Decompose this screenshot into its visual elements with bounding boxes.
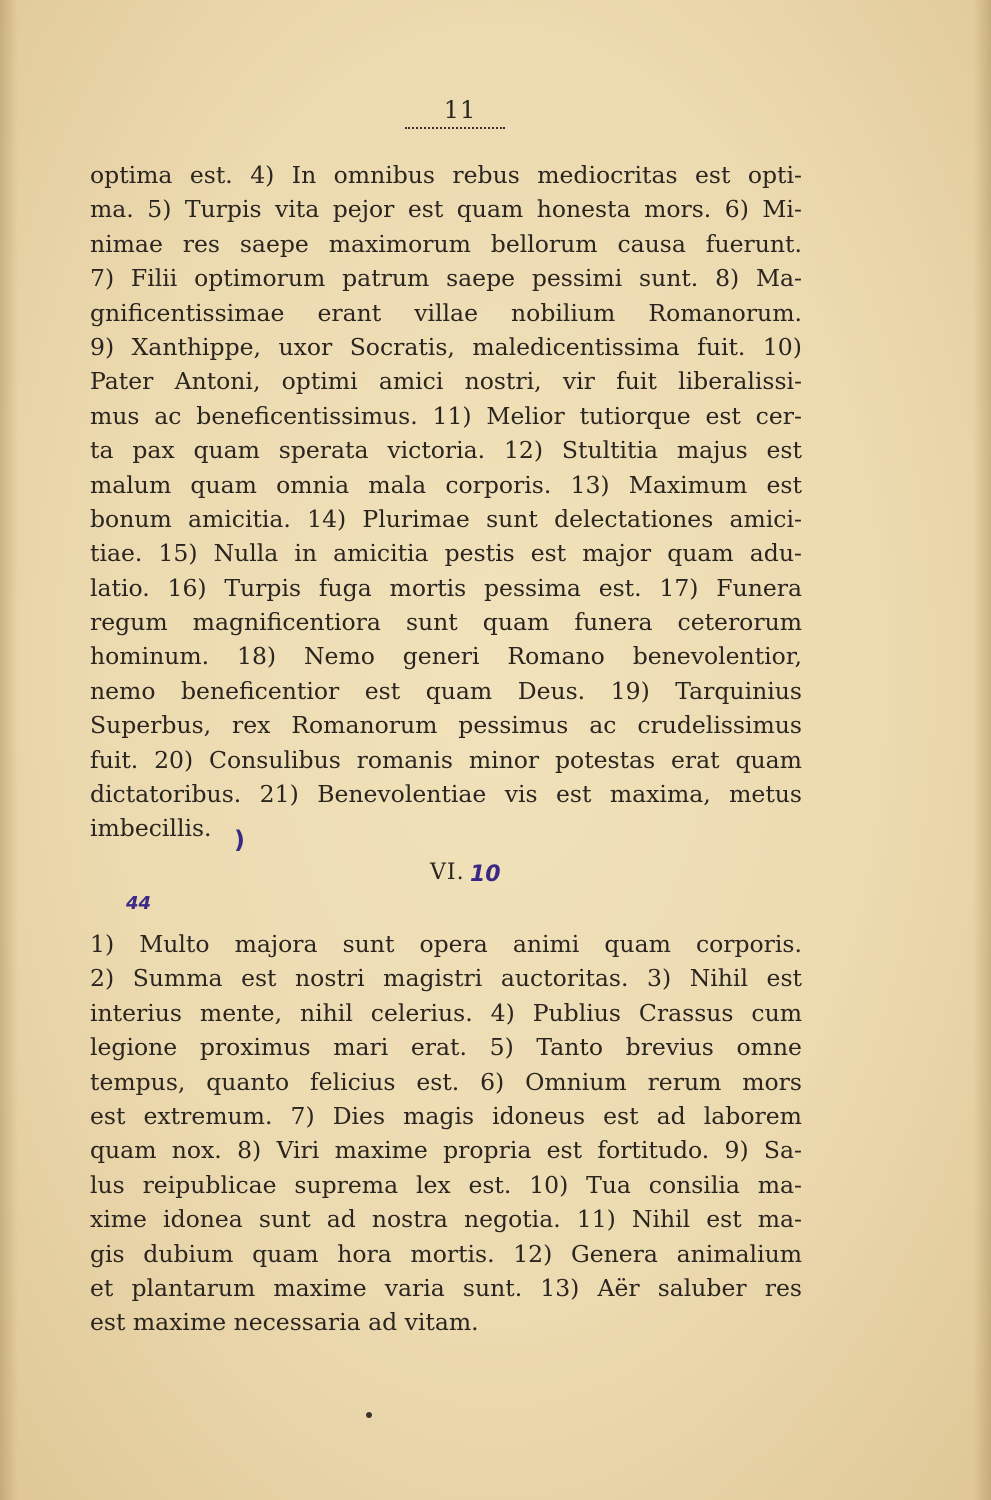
word: res [182, 229, 220, 258]
section-heading: VI. [430, 860, 465, 885]
word: negotia. [464, 1205, 561, 1234]
word: 11) [576, 1205, 616, 1234]
word: causa [617, 229, 686, 258]
text-line [90, 605, 802, 639]
word: sunt [258, 1205, 311, 1234]
word: Benevolentiae [317, 780, 487, 809]
word: maximorum [328, 229, 471, 258]
word: generi [402, 642, 480, 671]
word: magnificentiora [192, 608, 381, 637]
word: Plurimae [362, 504, 470, 533]
word: Omnium [525, 1067, 627, 1096]
word: tiae. [90, 539, 143, 568]
text-line [90, 296, 802, 330]
word: est. [468, 1170, 512, 1199]
word: fuit [616, 367, 657, 396]
word: nox. [171, 1136, 222, 1165]
text-line [90, 536, 802, 570]
text-line [90, 1237, 802, 1271]
word: est. [189, 161, 233, 189]
word: Superbus, [90, 711, 212, 740]
word: adu- [749, 539, 802, 568]
word: ac [589, 711, 617, 740]
word: mari [333, 1033, 389, 1062]
word: est [407, 195, 444, 224]
word: Turpis [184, 195, 262, 224]
word: maledicentissima [472, 332, 680, 361]
text-line [90, 927, 802, 961]
word: magistri [383, 964, 483, 993]
page-number-rule [405, 127, 505, 129]
text-line [90, 1133, 802, 1167]
word: corporis. [695, 930, 802, 958]
text-line [90, 674, 802, 708]
text-line [90, 961, 802, 995]
text-line [90, 1030, 802, 1064]
word: Crassus [638, 998, 734, 1027]
word: Publius [532, 998, 621, 1027]
word: opera [419, 930, 488, 958]
word: 4) [250, 161, 275, 189]
word: benevolentior, [632, 642, 802, 671]
word: quam [735, 745, 802, 774]
word: lex [415, 1170, 451, 1199]
handwritten-margin-mark: 44 [126, 893, 152, 914]
word: patrum [342, 264, 430, 293]
word: 7) [90, 264, 115, 293]
word: pessimus [458, 711, 569, 740]
word: mors [742, 1067, 802, 1096]
word: vis [504, 780, 538, 809]
word: hominum. [90, 642, 210, 671]
word: proximus [199, 1033, 311, 1062]
word: est [766, 436, 802, 465]
word: Sa- [763, 1136, 802, 1165]
word: 5) [147, 195, 172, 224]
word: maxime [334, 1136, 428, 1165]
text-line [90, 1168, 802, 1202]
word: honesta [536, 195, 631, 224]
word: auctoritas. [500, 964, 629, 993]
section-v-text [90, 158, 802, 846]
word: plantarum [131, 1273, 256, 1302]
word: 11) [432, 401, 472, 430]
word: In [291, 161, 317, 189]
word: ad [656, 1101, 686, 1130]
word: est [766, 964, 802, 993]
word: ceterorum [677, 608, 802, 637]
word: rerum [647, 1067, 722, 1096]
word: mus [90, 401, 140, 430]
word: Filii [130, 264, 178, 293]
word: regum [90, 608, 168, 637]
word: Genera [570, 1239, 658, 1268]
word: 13) [540, 1273, 580, 1302]
section-vi-text [90, 927, 802, 1340]
word: 2) [90, 964, 115, 993]
handwritten-bracket-mark: ) [234, 826, 245, 854]
word: opti- [747, 161, 802, 189]
word: est [706, 1205, 742, 1234]
word: romanis [356, 745, 453, 774]
word: fuerunt. [705, 229, 802, 258]
word: lus [90, 1170, 125, 1199]
word: delectationes [554, 504, 714, 533]
word: brevius [625, 1033, 714, 1062]
page-edge-right [973, 0, 991, 1500]
word: 4) [490, 998, 515, 1027]
word: 8) [237, 1136, 262, 1165]
word: laborem [703, 1101, 802, 1130]
text-line [90, 399, 802, 433]
word: omnibus [333, 161, 435, 189]
word: Deus. [517, 676, 586, 705]
word: est [530, 539, 567, 568]
word: sunt [486, 504, 538, 533]
word: 12) [503, 436, 544, 465]
word: 19) [610, 676, 650, 705]
word: optimorum [194, 264, 326, 293]
word: idonea [163, 1205, 243, 1234]
word: Nihil [689, 964, 748, 993]
word: hora [337, 1239, 392, 1268]
word: Tanto [536, 1033, 603, 1062]
word: 17) [659, 573, 699, 602]
word: nostri, [464, 367, 542, 396]
word: erant [317, 298, 382, 327]
word: felicius [309, 1067, 396, 1096]
word: pessimi [531, 264, 623, 293]
word: quam [425, 676, 493, 705]
word: suprema [294, 1170, 399, 1199]
word: Summa [132, 964, 223, 993]
word: Multo [139, 930, 210, 958]
word: animi [512, 930, 580, 958]
word: nemo [90, 676, 156, 705]
word: saepe [446, 264, 516, 293]
word: gnificentissimae [90, 298, 285, 327]
word: beneficentissimus. [196, 401, 418, 430]
word: 15) [158, 539, 198, 568]
word: mors. [644, 195, 712, 224]
word: major [582, 539, 652, 568]
word: sunt [342, 930, 395, 958]
word: optima [90, 161, 173, 189]
word: legione [90, 1033, 178, 1062]
word: reipublicae [142, 1170, 277, 1199]
text-line: est maxime necessaria ad vitam. [90, 1308, 479, 1337]
word: est [241, 964, 277, 993]
word: quam [667, 539, 734, 568]
word: latio. [90, 573, 150, 602]
word: varia [384, 1273, 445, 1302]
word: funera [574, 608, 653, 637]
word: est. [416, 1067, 460, 1096]
word: extremum. [143, 1101, 273, 1130]
word: majora [234, 930, 318, 958]
word: amicitia. [187, 504, 291, 533]
word: quam [190, 470, 257, 499]
word: pestis [444, 539, 515, 568]
word: ac [154, 401, 182, 430]
word: xime [90, 1205, 147, 1234]
word: vita [275, 195, 320, 224]
word: mente, [199, 998, 283, 1027]
word: 9) [724, 1136, 749, 1165]
word: Nemo [303, 642, 375, 671]
word: 21) [259, 780, 299, 809]
word: corporis. [445, 470, 552, 499]
word: mediocritas [537, 161, 678, 189]
word: est [705, 401, 741, 430]
word: bonum [90, 504, 172, 533]
word: ma- [757, 1205, 802, 1234]
word: pejor [332, 195, 395, 224]
word: Tua [586, 1170, 631, 1199]
word: propria [443, 1136, 532, 1165]
word: ma- [757, 1170, 802, 1199]
text-line [90, 364, 802, 398]
word: Antoni, [174, 367, 261, 396]
word: quam [193, 436, 260, 465]
word: sunt. [639, 264, 699, 293]
word: villae [414, 298, 478, 327]
word: fuit. [697, 332, 746, 361]
word: est [90, 1101, 126, 1130]
word: omne [736, 1033, 802, 1062]
word: res [764, 1273, 802, 1302]
word: ad [326, 1205, 356, 1234]
text-line [90, 1202, 802, 1236]
word: est [556, 780, 592, 809]
word: 13) [570, 470, 610, 499]
text-line [90, 571, 802, 605]
word: ta [90, 436, 114, 465]
text-line [90, 158, 802, 192]
word: sunt. [462, 1273, 523, 1302]
word: magis [403, 1101, 475, 1130]
word: fuit. [90, 745, 139, 774]
word: uxor [278, 332, 333, 361]
word: mortis [389, 573, 467, 602]
word: Tarquinius [675, 676, 802, 705]
word: sunt [405, 608, 458, 637]
word: amici [378, 367, 444, 396]
word: victoria. [387, 436, 486, 465]
word: quam [252, 1239, 319, 1268]
word: rex [232, 711, 271, 740]
word: Maximum [628, 470, 748, 499]
word: et [90, 1273, 114, 1302]
word: 6) [724, 195, 749, 224]
word: Romano [507, 642, 605, 671]
word: 14) [307, 504, 347, 533]
word: animalium [676, 1239, 802, 1268]
word: Pater [90, 367, 154, 396]
text-line [90, 743, 802, 777]
word: optimi [281, 367, 358, 396]
text-line [90, 708, 802, 742]
word: tempus, [90, 1067, 186, 1096]
word: Nulla [213, 539, 279, 568]
text-line [90, 468, 802, 502]
word: 8) [715, 264, 740, 293]
text-line [90, 227, 802, 261]
word: 16) [167, 573, 207, 602]
word: nihil [300, 998, 353, 1027]
word: erat. [410, 1033, 467, 1062]
word: 18) [237, 642, 277, 671]
word: rebus [452, 161, 520, 189]
word: consilia [648, 1170, 740, 1199]
word: Romanorum [291, 711, 438, 740]
word: Stultitia [561, 436, 659, 465]
word: est [364, 676, 401, 705]
word: potestas [555, 745, 656, 774]
text-line [90, 777, 802, 811]
text-line [90, 330, 802, 364]
text-line [90, 1065, 802, 1099]
word: pessima [484, 573, 581, 602]
word: nobilium [511, 298, 616, 327]
word: 6) [480, 1067, 505, 1096]
word: saluber [657, 1273, 747, 1302]
text-line [90, 1271, 802, 1305]
word: interius [90, 998, 182, 1027]
word: in [294, 539, 318, 568]
word: 10) [762, 332, 802, 361]
word: pax [132, 436, 175, 465]
text-line [90, 996, 802, 1030]
word: est [695, 161, 731, 189]
word: cer- [755, 401, 802, 430]
word: minor [468, 745, 540, 774]
ink-speck [366, 1412, 372, 1418]
text-line [90, 1099, 802, 1133]
word: liberalissi- [678, 367, 802, 396]
word: maxima, [609, 780, 711, 809]
word: dictatoribus. [90, 780, 242, 809]
text-line: imbecillis. [90, 814, 212, 843]
text-line [90, 639, 802, 673]
word: quam [90, 1136, 157, 1165]
word: mortis. [410, 1239, 495, 1268]
word: Socratis, [349, 332, 455, 361]
word: amicitia [333, 539, 429, 568]
word: est [603, 1101, 639, 1130]
word: omnia [276, 470, 350, 499]
word: 5) [489, 1033, 514, 1062]
word: Xanthippe, [131, 332, 262, 361]
word: 12) [513, 1239, 553, 1268]
word: malum [90, 470, 172, 499]
word: dubium [143, 1239, 234, 1268]
word: cum [751, 998, 802, 1027]
word: Funera [716, 573, 802, 602]
word: Nihil [631, 1205, 691, 1234]
word: Romanorum. [648, 298, 802, 327]
word: saepe [239, 229, 309, 258]
text-line [90, 192, 802, 226]
word: majus [676, 436, 748, 465]
word: fuga [318, 573, 372, 602]
word: Melior [486, 401, 565, 430]
word: vir [562, 367, 595, 396]
word: celerius. [370, 998, 473, 1027]
word: Dies [332, 1101, 386, 1130]
word: nimae [90, 229, 163, 258]
word: beneficentior [181, 676, 340, 705]
word: quanto [206, 1067, 290, 1096]
word: 1) [90, 930, 115, 958]
handwritten-heading-mark: 10 [470, 862, 501, 887]
word: 20) [154, 745, 194, 774]
page-edge-left [0, 0, 18, 1500]
word: nostra [371, 1205, 448, 1234]
word: bellorum [490, 229, 598, 258]
page-number: 11 [443, 96, 477, 124]
word: idoneus [492, 1101, 586, 1130]
word: est. [598, 573, 642, 602]
text-line [90, 261, 802, 295]
word: crudelissimus [637, 711, 802, 740]
word: fortitudo. [597, 1136, 710, 1165]
word: 9) [90, 332, 115, 361]
word: quam [482, 608, 550, 637]
word: gis [90, 1239, 125, 1268]
word: Consulibus [209, 745, 341, 774]
word: Aër [597, 1273, 640, 1302]
word: erat [670, 745, 720, 774]
word: 10) [529, 1170, 569, 1199]
word: nostri [295, 964, 365, 993]
text-line [90, 433, 802, 467]
text-line [90, 502, 802, 536]
word: ma. [90, 195, 134, 224]
word: tutiorque [579, 401, 691, 430]
word: metus [729, 780, 802, 809]
word: maxime [273, 1273, 367, 1302]
word: quam [604, 930, 671, 958]
word: est [546, 1136, 583, 1165]
word: 3) [647, 964, 672, 993]
word: Ma- [755, 264, 802, 293]
word: mala [368, 470, 427, 499]
word: sperata [278, 436, 369, 465]
word: Mi- [762, 195, 802, 224]
word: quam [456, 195, 524, 224]
word: amici- [729, 504, 802, 533]
word: 7) [290, 1101, 315, 1130]
word: est [766, 470, 802, 499]
word: Viri [276, 1136, 320, 1165]
word: Turpis [224, 573, 302, 602]
